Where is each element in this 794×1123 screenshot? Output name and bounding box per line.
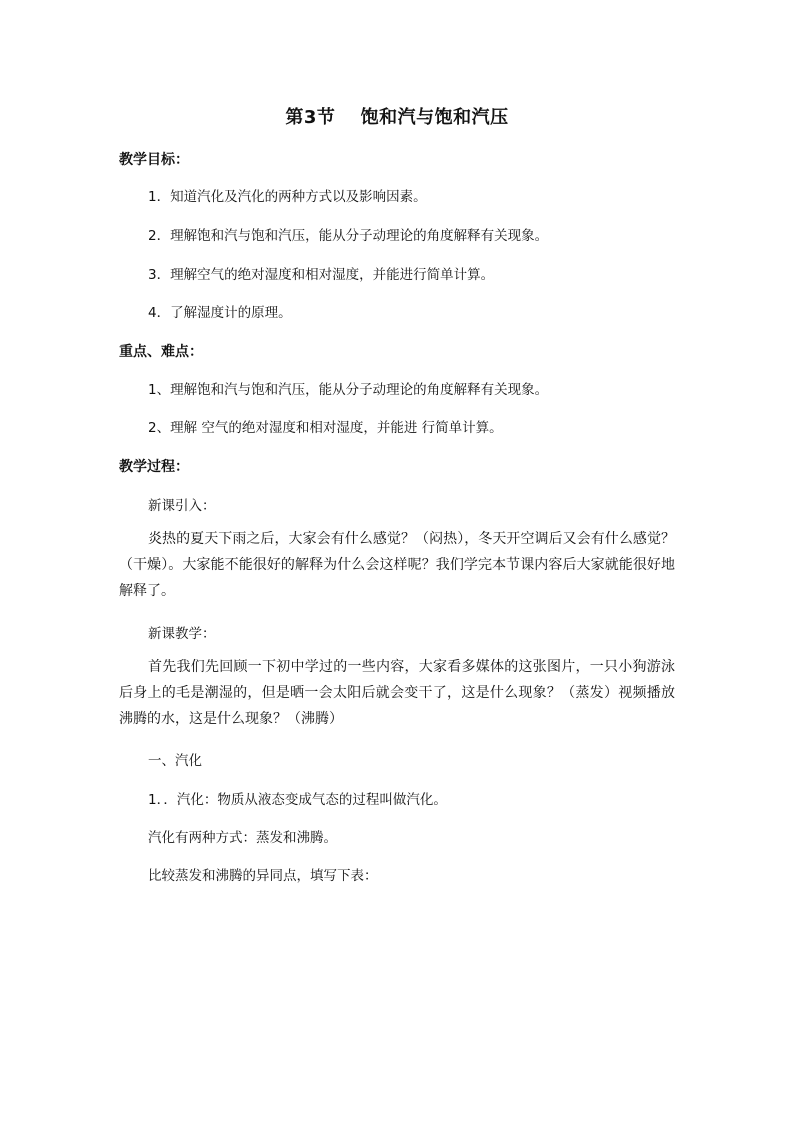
key-points-heading: 重点、难点： [119,344,203,360]
definition-line: 1．．汽化：物质从液态变成气态的过程叫做汽化。 [148,792,447,808]
process-heading: 教学过程： [119,459,189,475]
teaching-paragraph: 首先我们先回顾一下初中学过的一些内容，大家看多媒体的这张图片，一只小狗游泳后身上的毛是潮湿的，但是晒一会太阳后就会变干了，这是什么现象？（蒸发）视频播放沸腾的水，这是什么现象？（沸腾） [119,659,675,727]
intro-label: 新课引入： [148,498,216,514]
objectives-heading: 教学目标： [119,152,189,168]
objective-item-2: 2．理解饱和汽与饱和汽压，能从分子动理论的角度解释有关现象。 [148,228,549,244]
intro-paragraph: 炎热的夏天下雨之后，大家会有什么感觉？（闷热），冬天开空调后又会有什么感觉？（干燥）。大家能不能很好的解释为什么会这样呢？我们学完本节课内容后大家就能很好地解释了。 [119,531,675,599]
compare-line: 比较蒸发和沸腾的异同点，填写下表： [148,868,378,884]
section-one-heading: 一、汽化 [148,753,202,769]
objective-item-4: 4．了解湿度计的原理。 [148,305,292,321]
ways-line: 汽化有两种方式：蒸发和沸腾。 [148,830,337,846]
key-point-item-2: 2、理解 空气的绝对湿度和相对湿度，并能进 行简单计算。 [148,420,503,436]
teaching-label: 新课教学： [148,626,216,642]
page-title: 第3节 饱和汽与饱和汽压 [285,107,509,128]
objective-item-3: 3．理解空气的绝对湿度和相对湿度，并能进行简单计算。 [148,267,495,283]
objective-item-1: 1．知道汽化及汽化的两种方式以及影响因素。 [148,189,427,205]
key-point-item-1: 1、理解饱和汽与饱和汽压，能从分子动理论的角度解释有关现象。 [148,382,549,398]
